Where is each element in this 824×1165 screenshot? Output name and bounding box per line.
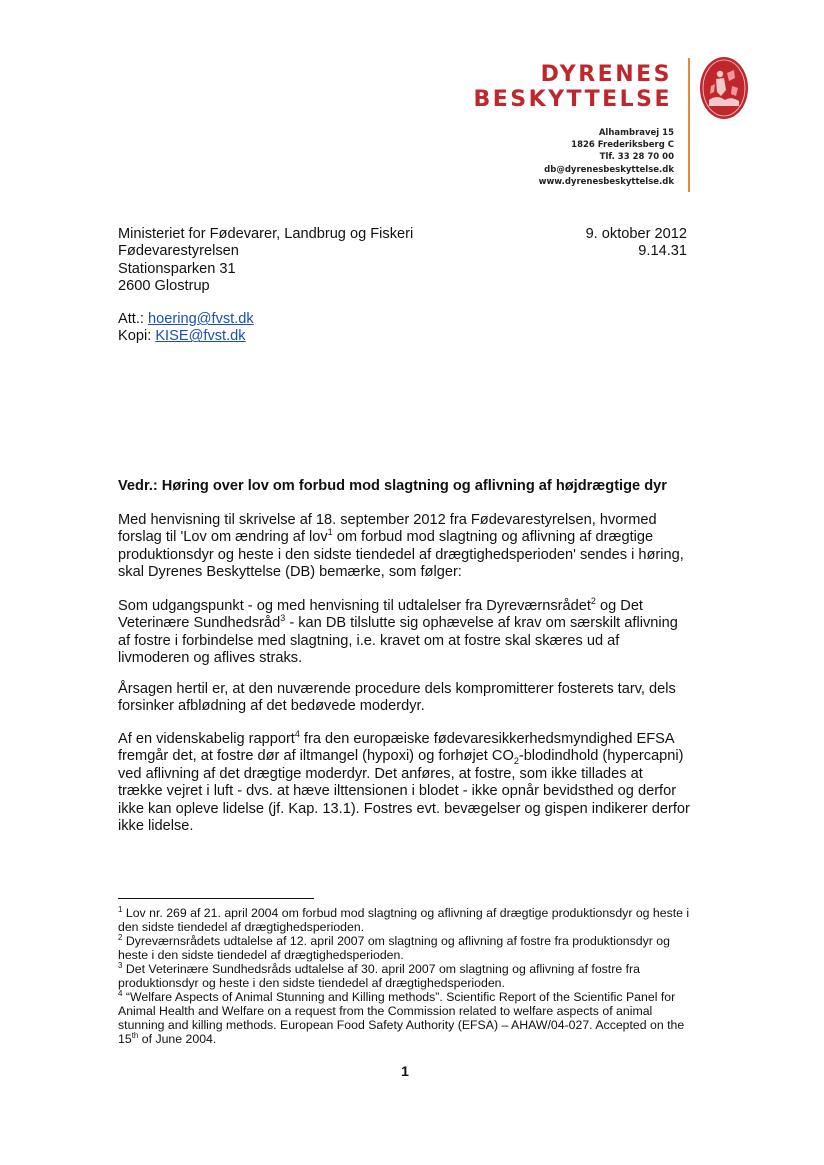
- footnote-4: [118, 990, 698, 1046]
- paragraph-1: [118, 512, 690, 582]
- footnote-text-a: “Welfare Aspects of Animal Stunning and Killing methods”. Scientific Report of the Scientific Panel for Animal Health and Welfare on a request from the Commission related to welfare aspects of animal stunning and killing methods. European Food Safety Authority (EFSA) – AHAW/04-027. Accepted on the 15: [118, 990, 685, 1046]
- footnote-ref-2: 2: [590, 596, 596, 607]
- paragraph-2-text-a: Som udgangspunkt - og med henvisning til udtalelser fra Dyreværnsrådet: [118, 598, 591, 614]
- address-email: db@dyrenesbeskyttelse.dk: [544, 164, 674, 175]
- footnote-1: [118, 906, 698, 934]
- paragraph-2: [118, 598, 690, 668]
- kopi-email-link[interactable]: KISE@fvst.dk: [155, 328, 246, 345]
- recipient-line: 2600 Glostrup: [118, 278, 210, 295]
- footnote-text: Det Veterinære Sundhedsråds udtalelse af 30. april 2007 om slagtning og aflivning af fostre fra produktionsdyr og heste i den sidste tiendedel af drægtighedsperioden.: [118, 962, 640, 990]
- footnote-mark: 2: [118, 932, 123, 942]
- paragraph-4-text-c: -blodindhold (hypercapni) ved aflivning af det drægtige moderdyr. Det anføres, at fostre, som ikke tillades at trække vejret i luft - dvs. at hæve ilttensionen i blodet - ikke opnår bevidsthed og derfor ikke kan opleve lidelse (jf. Kap. 13.1). Fostres evt. bevægelser og gispen indikerer derfor ikke lidelse.: [118, 748, 690, 835]
- org-name-line1: DYRENES: [540, 62, 672, 87]
- subject-line: Vedr.: Høring over lov om forbud mod slagtning og aflivning af højdrægtige dyr: [118, 478, 667, 494]
- footnote-2: [118, 934, 698, 962]
- footnote-text-b: of June 2004.: [138, 1032, 217, 1046]
- paragraph-1-text-b: om forbud mod slagtning og aflivning af drægtige produktionsdyr og heste i den sidste tiendedel af drægtighedsperioden' sendes i høring, skal Dyrenes Beskyttelse (DB) bemærke, som følger:: [118, 529, 684, 581]
- footnote-ordinal: th: [131, 1030, 139, 1040]
- recipient-line: Fødevarestyrelsen: [118, 243, 239, 260]
- address-city: 1826 Frederiksberg C: [571, 140, 674, 151]
- att-email-link[interactable]: hoering@fvst.dk: [148, 311, 254, 327]
- footnote-mark: 1: [118, 904, 123, 914]
- paragraph-1-text-a: Med henvisning til skrivelse af 18. september 2012 fra Fødevarestyrelsen, hvormed forslag til 'Lov om ændring af lov: [118, 512, 657, 546]
- contacts-block: [118, 311, 518, 346]
- footnote-ref-4: 4: [294, 729, 300, 740]
- page-number: 1: [401, 1063, 409, 1079]
- recipient-block: [118, 226, 518, 296]
- org-name-line2: BESKYTTELSE: [473, 87, 672, 112]
- paragraph-4: [118, 731, 690, 835]
- att-label: Att.:: [118, 311, 144, 327]
- co2-subscript: 2: [513, 756, 519, 767]
- seal-logo-icon: [699, 56, 749, 120]
- footnote-3: [118, 962, 698, 990]
- address-phone: Tlf. 33 28 70 00: [599, 152, 674, 163]
- letter-date: 9. oktober 2012: [585, 226, 687, 242]
- paragraph-4-text-a: Af en videnskabelig rapport: [118, 731, 295, 747]
- paragraph-3: Årsagen hertil er, at den nuværende procedure dels kompromitterer fosterets tarv, dels forsinker afblødning af det bedøvede moderdyr.: [118, 681, 676, 715]
- date-reference-block: [520, 226, 687, 261]
- footnote-separator: [118, 898, 314, 899]
- address-website: www.dyrenesbeskyttelse.dk: [538, 176, 674, 187]
- footnote-ref-3: 3: [280, 613, 286, 624]
- footnote-ref-1: 1: [327, 527, 333, 538]
- footnote-text: Dyreværnsrådets udtalelse af 12. april 2007 om slagtning og aflivning af fostre fra produktionsdyr og heste i den sidste tiendedel af drægtighedsperioden.: [118, 934, 670, 962]
- att-line: [118, 311, 518, 328]
- kopi-line: [118, 328, 518, 345]
- address-street: Alhambravej 15: [598, 128, 674, 138]
- sender-address: [476, 127, 674, 188]
- paragraph-2-text-c: - kan DB tilslutte sig ophævelse af krav om særskilt aflivning af fostre i forbindelse med slagtning, i.e. kravet om at fostre skal skæres ud af livmoderen og aflives straks.: [118, 615, 678, 667]
- paragraph-4-text-b: fra den europæiske fødevaresikkerhedsmyndighed EFSA fremgår det, at fostre dør af iltmangel (hypoxi) og forhøjet CO: [118, 731, 674, 765]
- footnote-mark: 3: [118, 960, 123, 970]
- footnotes: [118, 906, 698, 1046]
- letterhead-divider: [688, 58, 690, 192]
- recipient-line: Ministeriet for Fødevarer, Landbrug og Fiskeri: [118, 226, 414, 242]
- footnote-mark: 4: [118, 988, 123, 998]
- footnote-text: Lov nr. 269 af 21. april 2004 om forbud mod slagtning og aflivning af drægtige produktionsdyr og heste i den sidste tiendedel af drægtighedsperioden.: [118, 906, 690, 934]
- org-name: [440, 62, 672, 112]
- kopi-label: Kopi:: [118, 328, 152, 345]
- paragraph-2-text-b: og Det Veterinære Sundhedsråd: [118, 598, 643, 632]
- letter-reference: 9.14.31: [638, 243, 687, 260]
- recipient-line: Stationsparken 31: [118, 260, 236, 277]
